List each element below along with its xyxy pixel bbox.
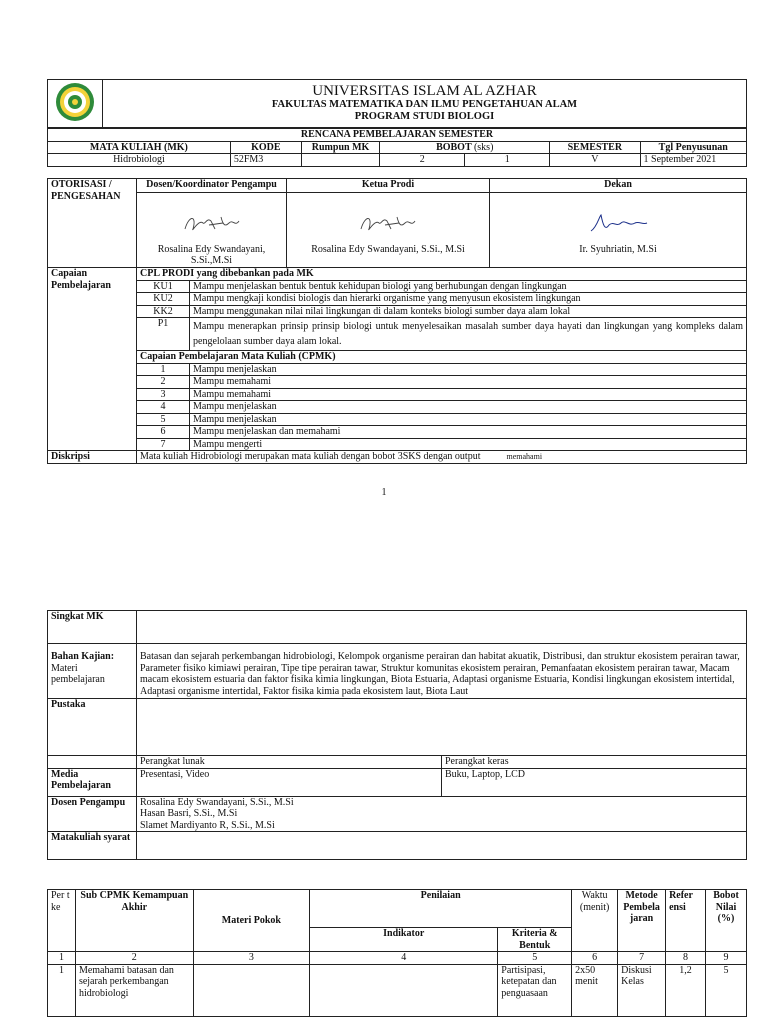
bahan-label-cell [48, 644, 137, 699]
col-mk: MATA KULIAH (MK) [48, 141, 231, 154]
media-label: Media Pembelajaran [48, 768, 137, 796]
sch-row-indikator [310, 964, 498, 1016]
description-tail: memahami [506, 452, 543, 461]
sch-row-kriteria: Partisipasi, ketepatan dan penguasaan [498, 964, 572, 1016]
auth-col-kaprodi: Ketua Prodi [287, 179, 490, 193]
media-keras: Buku, Laptop, LCD [442, 768, 747, 796]
sch-row-sub: Memahami batasan dan sejarah perkembangan hidrobiologi [75, 964, 193, 1016]
dosen-label: Dosen Pengampu [48, 796, 137, 832]
doc-title: RENCANA PEMBELAJARAN SEMESTER [48, 129, 747, 142]
cpl-row [48, 293, 747, 306]
course-rumpun [301, 154, 380, 167]
bobot-label: BOBOT [436, 141, 472, 153]
cpmk-row [48, 376, 747, 389]
sch-number: 5 [498, 952, 572, 965]
course-code: 52FM3 [230, 154, 301, 167]
sch-row-waktu: 2x50 menit [572, 964, 618, 1016]
course-detail-table [47, 610, 747, 860]
sch-number: 8 [666, 952, 706, 965]
course-bobot-t: 2 [380, 154, 465, 167]
sch-row-ref: 1,2 [666, 964, 706, 1016]
sch-head-sub-cpmk: Sub CPMK Kemampuan Akhir [75, 890, 193, 952]
cpmk-no: 3 [137, 388, 190, 401]
cpmk-no: 1 [137, 363, 190, 376]
sch-row-metode: Diskusi Kelas [618, 964, 666, 1016]
cpmk-row [48, 413, 747, 426]
perangkat-keras-header: Perangkat keras [442, 756, 747, 769]
logo-cell [48, 80, 103, 128]
bahan-label: Bahan Kajian: [51, 651, 115, 662]
col-tgl: Tgl Penyusunan [640, 141, 746, 154]
syarat-label: Matakuliah syarat [48, 832, 137, 860]
cpl-text: Mampu menerapkan prinsip prinsip biologi untuk menyelesaikan masalah sumber daya hayati dan lingkungan yang kompleks dalam pengelolaan sumber daya alam lokal. [190, 318, 747, 351]
course-date: 1 September 2021 [640, 154, 746, 167]
course-semester: V [550, 154, 640, 167]
cpmk-text: Mampu menjelaskan [190, 401, 747, 414]
col-bobot [380, 141, 550, 154]
signature-kaprodi [355, 211, 421, 237]
cpl-row [48, 305, 747, 318]
dosen-item: Hasan Basri, S.Si., M.Si [140, 808, 238, 819]
perangkat-spacer [48, 756, 137, 769]
sch-head-kriteria: Kriteria & Bentuk [498, 928, 572, 952]
schedule-table [47, 889, 747, 1017]
cpmk-text: Mampu memahami [190, 388, 747, 401]
cpmk-row [48, 438, 747, 451]
table-row [48, 964, 747, 1016]
sch-row-no: 1 [48, 964, 76, 1016]
col-rumpun: Rumpun MK [301, 141, 380, 154]
dosen-list [137, 796, 747, 832]
sch-head-materi: Materi Pokok [193, 890, 310, 952]
course-bobot-p: 1 [465, 154, 550, 167]
auth-dekan-cell [490, 193, 747, 268]
cpl-row [48, 318, 747, 351]
auth-kaprodi-name: Rosalina Edy Swandayani, S.Si., M.Si [311, 243, 465, 255]
cp-table [47, 267, 747, 464]
cpmk-row [48, 401, 747, 414]
sch-head-metode: Metode Pembela jaran [618, 890, 666, 952]
authorization-table [47, 178, 747, 268]
sch-row-bobot: 5 [706, 964, 747, 1016]
cpl-text: Mampu mengkaji kondisi biologis dan hierarki organisme yang menyusun ekosistem lingkungan [190, 293, 747, 306]
cpmk-header: Capaian Pembelajaran Mata Kuliah (CPMK) [137, 351, 747, 364]
header-text-cell [103, 80, 747, 128]
course-name: Hidrobiologi [48, 154, 231, 167]
auth-dosen-name: Rosalina Edy Swandayani, S.Si.,M.Si [157, 243, 266, 266]
bahan-text: Batasan dan sejarah perkembangan hidrobiologi, Kelompok organisme perairan dan habitat akuatik, Distribusi, dan struktur ekosistem perairan tawar, Parameter fisiko kimiawi perairan, Tipe tipe perairan tawar, Struktur komunitas ekosistem perairan, Pemanfaatan ekosistem perairan tawar, Macam macam ekosistem estuaria dan faktor fisika kimia lingkungan, Biota Estuaria, Adaptasi organisme Estuaria, Kondisi lingkungan ekosistem intertidal, Adaptasi organisme intertidal, Faktor fisika kimia pada ekosistem laut, Biota Laut [137, 644, 747, 699]
auth-kaprodi-cell [287, 193, 490, 268]
sch-head-penilaian: Penilaian [310, 890, 572, 928]
header-table [47, 79, 747, 128]
rps-table [47, 128, 747, 167]
sch-row-materi [193, 964, 310, 1016]
university-name: UNIVERSITAS ISLAM AL AZHAR [312, 83, 537, 99]
description-cell [137, 451, 747, 464]
sch-head-waktu: Waktu (menit) [572, 890, 618, 952]
cpmk-no: 2 [137, 376, 190, 389]
bahan-sublabel: Materi pembelajaran [51, 662, 105, 685]
sch-number: 6 [572, 952, 618, 965]
sch-head-pertemuan: Per t ke [48, 890, 76, 952]
cpmk-text: Mampu mengerti [190, 438, 747, 451]
sch-number: 9 [706, 952, 747, 965]
signature-dosen [179, 211, 245, 237]
page-number: 1 [381, 487, 387, 498]
cpl-text: Mampu menggunakan nilai nilai lingkungan di dalam konteks biologi sumber daya alam lokal [190, 305, 747, 318]
col-semester: SEMESTER [550, 141, 640, 154]
cpl-code: KU1 [137, 280, 190, 293]
auth-dekan-name: Ir. Syuhriatin, M.Si [579, 243, 657, 255]
pustaka-value [137, 699, 747, 756]
cpmk-row [48, 426, 747, 439]
cpl-code: KU2 [137, 293, 190, 306]
sch-number: 7 [618, 952, 666, 965]
cpmk-text: Mampu menjelaskan [190, 363, 747, 376]
auth-dosen-cell [137, 193, 287, 268]
cpl-code: P1 [137, 318, 190, 351]
description-text: Mata kuliah Hidrobiologi merupakan mata kuliah dengan bobot 3SKS dengan output [140, 451, 481, 462]
sch-number: 4 [310, 952, 498, 965]
cpmk-text: Mampu memahami [190, 376, 747, 389]
university-logo [54, 81, 96, 123]
sch-number: 1 [48, 952, 76, 965]
cpl-code: KK2 [137, 305, 190, 318]
cpmk-text: Mampu menjelaskan [190, 413, 747, 426]
description-label: Diskripsi [48, 451, 137, 464]
sch-head-indikator: Indikator [310, 928, 498, 952]
program-name: PROGRAM STUDI BIOLOGI [354, 111, 495, 122]
sch-number: 2 [75, 952, 193, 965]
sch-head-bobot: Bobot Nilai (%) [706, 890, 747, 952]
cpmk-row [48, 363, 747, 376]
signature-dekan [583, 211, 653, 237]
pustaka-label: Pustaka [48, 699, 137, 756]
cpl-row [48, 280, 747, 293]
cpmk-no: 7 [137, 438, 190, 451]
cpmk-no: 4 [137, 401, 190, 414]
cpl-text: Mampu menjelaskan bentuk bentuk kehidupan biologi yang berhubungan dengan lingkungan [190, 280, 747, 293]
singkat-value [137, 611, 747, 644]
dosen-item: Slamet Mardiyanto R, S.Si., M.Si [140, 819, 275, 831]
cpmk-text: Mampu menjelaskan dan memahami [190, 426, 747, 439]
sch-number: 3 [193, 952, 310, 965]
sch-number-row [48, 952, 747, 965]
faculty-name: FAKULTAS MATEMATIKA DAN ILMU PENGETAHUAN ALAM [271, 99, 578, 110]
auth-label: OTORISASI / PENGESAHAN [48, 179, 137, 268]
perangkat-lunak-header: Perangkat lunak [137, 756, 442, 769]
cp-label: Capaian Pembelajaran [48, 268, 137, 451]
cpmk-no: 5 [137, 413, 190, 426]
auth-col-dekan: Dekan [490, 179, 747, 193]
media-lunak: Presentasi, Video [137, 768, 442, 796]
dosen-item: Rosalina Edy Swandayani, S.Si., M.Si [140, 796, 294, 808]
sch-head-referensi: Refer ensi [666, 890, 706, 952]
auth-col-dosen: Dosen/Koordinator Pengampu [137, 179, 287, 193]
cpmk-row [48, 388, 747, 401]
cpmk-no: 6 [137, 426, 190, 439]
bobot-unit: (sks) [473, 141, 494, 153]
cpl-prodi-header: CPL PRODI yang dibebankan pada MK [137, 268, 747, 281]
syarat-value [137, 832, 747, 860]
col-kode: KODE [230, 141, 301, 154]
singkat-label: Singkat MK [48, 611, 137, 644]
